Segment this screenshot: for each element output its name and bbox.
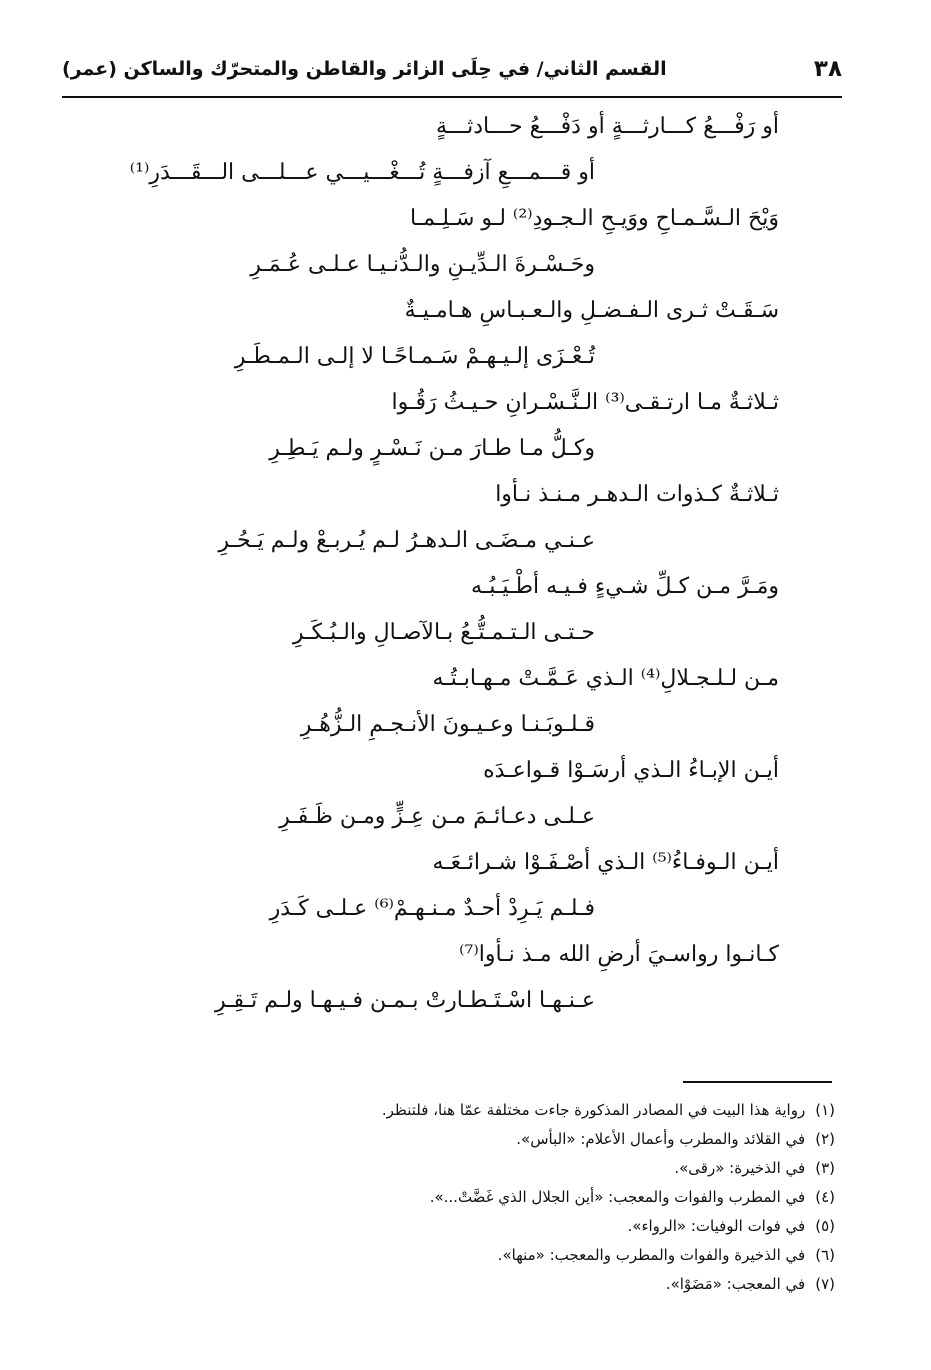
footnote-number: (٥) xyxy=(815,1217,835,1235)
poem-line: أيـن الـوفـاءُ⁽⁵⁾ الـذي أصْـفَـوْا شـرائـعَـه xyxy=(432,850,779,875)
poem-line: قـلـوبَـنـا وعـيـونَ الأنـجـمِ الـزُّهُـرِ xyxy=(300,712,595,737)
footnote-text: في فوات الوفيات: «الرواء». xyxy=(627,1217,806,1235)
poem-line: أو رَفْـــعُ كـــارثـــةٍ أو دَفْـــعُ حـــادثـــةٍ xyxy=(435,114,779,139)
footnote-number: (٣) xyxy=(815,1159,835,1177)
poem-line: كـانـوا رواسـيَ أرضِ الله مـذ نـأوا⁽⁷⁾ xyxy=(459,942,779,967)
footnote-number: (٤) xyxy=(815,1188,835,1206)
poem-line: ثـلاثـةٌ مـا ارتـقـى⁽³⁾ الـنَّـسْـرانِ حـيـثُ رَقُـوا xyxy=(391,390,779,415)
footnote xyxy=(235,1154,835,1183)
poem-line: وكـلُّ مـا طـارَ مـن نَـسْـرٍ ولـم يَـطِـرِ xyxy=(269,436,595,461)
poem-line: أو قـــمـــعِ آزفـــةٍ تُـــغْـــيـــي عـــلـــى الـــقَـــدَرِ⁽¹⁾ xyxy=(129,160,595,185)
poem-line: مـن لـلـجـلالِ⁽⁴⁾ الـذي عَـمَّـتْ مـهـابـتُـه xyxy=(432,666,779,691)
footnote-text: رواية هذا البيت في المصادر المذكورة جاءت مختلفة عمّا هنا، فلتنظر. xyxy=(381,1101,806,1119)
poem-line: حـتـى الـتـمـتُّـعُ بـالآصـالِ والـبُـكَـرِ xyxy=(292,620,595,645)
footnote xyxy=(235,1212,835,1241)
poem-line: تُـعْـزَى إلـيـهـمْ سَـمـاحًـا لا إلـى الـمـطَـرِ xyxy=(234,344,595,369)
poem-line: عـلـى دعـائـمَ مـن عِـزٍّ ومـن ظَـفَـرِ xyxy=(279,804,595,829)
poem-line: سَـقَـتْ ثـرى الـفـضـلِ والـعـبـاسِ هـامـيـةٌ xyxy=(404,298,779,323)
footnote-number: (٢) xyxy=(815,1130,835,1148)
footnote-number: (١) xyxy=(815,1101,835,1119)
footnote xyxy=(235,1125,835,1154)
poem-line: عـنـهـا اسْـتَـطـارتْ بـمـن فـيـهـا ولـم تَـقِـرِ xyxy=(214,988,595,1013)
poem-line: عـنـي مـضَـى الـدهـرُ لـم يُـربـعْ ولـم يَـحُـرِ xyxy=(218,528,595,553)
footnote xyxy=(235,1270,835,1299)
poem-line: فـلـم يَـرِدْ أحـدٌ مـنـهـمْ⁽⁶⁾ عـلـى كَـدَرِ xyxy=(269,896,595,921)
footnotes xyxy=(235,1096,835,1299)
poem-line: ثـلاثـةٌ كـذوات الـدهـر مـنـذ نـأوا xyxy=(495,482,779,507)
footnote xyxy=(235,1241,835,1270)
footnote-text: في المعجب: «مَضَوْا». xyxy=(665,1275,806,1293)
running-title: القسم الثاني/ في حِلَى الزائر والقاطن والمتحرّك والساكن (عمر) xyxy=(62,58,667,80)
page-header xyxy=(62,56,842,98)
footnote xyxy=(235,1096,835,1125)
footnote-number: (٦) xyxy=(815,1246,835,1264)
footnote-number: (٧) xyxy=(815,1275,835,1293)
poem-line: وحَـسْـرةَ الـدِّيـنِ والـدُّنـيـا عـلـى عُـمَـرِ xyxy=(250,252,595,277)
poem-line: وَيْحَ الـسَّـمـاحِ ووَيـحِ الـجـودِ⁽²⁾ لـو سَـلِـمـا xyxy=(409,206,779,231)
footnote-text: في الذخيرة: «رقى». xyxy=(674,1159,806,1177)
footnote-text: في المطرب والفوات والمعجب: «أين الجلال الذي غَضَّتْ...». xyxy=(429,1188,806,1206)
poem-line: ومَـرَّ مـن كـلِّ شـيءٍ فـيـه أطْـيَـبُـه xyxy=(471,574,779,599)
footnote-text: في الذخيرة والفوات والمطرب والمعجب: «منها». xyxy=(497,1246,806,1264)
page-number: ٣٨ xyxy=(813,56,842,82)
footnote xyxy=(235,1183,835,1212)
footnote-separator xyxy=(683,1081,832,1083)
footnote-text: في القلائد والمطرب وأعمال الأعلام: «البأس». xyxy=(516,1130,806,1148)
poem-line: أيـن الإبـاءُ الـذي أرسَـوْا قـواعـدَه xyxy=(483,758,779,783)
